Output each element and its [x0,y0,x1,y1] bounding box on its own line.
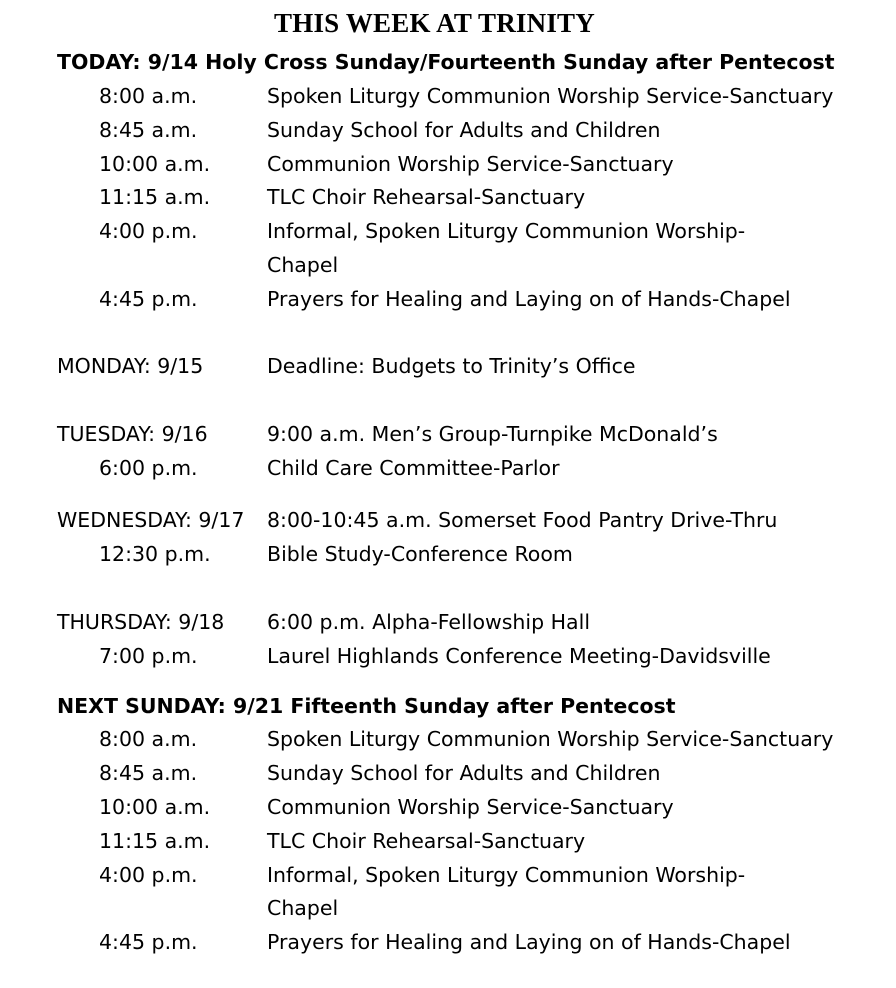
schedule-event: Sunday School for Adults and Children [267,761,661,785]
next-sunday-heading: NEXT SUNDAY: 9/21 Fifteenth Sunday after Pentecost [57,694,676,718]
schedule-event: TLC Choir Rehearsal-Sanctuary [267,829,586,853]
today-heading: TODAY: 9/14 Holy Cross Sunday/Fourteenth Sunday after Pentecost [57,50,835,74]
schedule-time: 8:45 a.m. [99,118,198,142]
schedule-event: Bible Study-Conference Room [267,542,573,566]
schedule-event: Prayers for Healing and Laying on of Hands-Chapel [267,287,791,311]
schedule-time: 7:00 p.m. [99,644,198,668]
schedule-event: Communion Worship Service-Sanctuary [267,152,674,176]
schedule-event-continued: Chapel [267,253,339,277]
schedule-time: 4:00 p.m. [99,863,198,887]
schedule-event: 8:00-10:45 a.m. Somerset Food Pantry Drive-Thru [267,508,778,532]
thursday-label: THURSDAY: 9/18 [57,610,225,634]
wednesday-label: WEDNESDAY: 9/17 [57,508,245,532]
schedule-event: Deadline: Budgets to Trinity’s Office [267,354,636,378]
tuesday-label: TUESDAY: 9/16 [57,422,208,446]
schedule-time: 6:00 p.m. [99,456,198,480]
schedule-time: 8:00 a.m. [99,727,198,751]
page-title: THIS WEEK AT TRINITY [274,8,595,38]
schedule-time: 4:00 p.m. [99,219,198,243]
schedule-event: 9:00 a.m. Men’s Group-Turnpike McDonald’s [267,422,718,446]
schedule-event: TLC Choir Rehearsal-Sanctuary [267,185,586,209]
schedule-event: 6:00 p.m. Alpha-Fellowship Hall [267,610,591,634]
schedule-time: 11:15 a.m. [99,829,211,853]
schedule-event: Informal, Spoken Liturgy Communion Worship- [267,219,746,243]
schedule-time: 8:45 a.m. [99,761,198,785]
schedule-time: 10:00 a.m. [99,152,211,176]
schedule-event: Child Care Committee-Parlor [267,456,560,480]
schedule-time: 12:30 p.m. [99,542,211,566]
schedule-event: Sunday School for Adults and Children [267,118,661,142]
schedule-time: 11:15 a.m. [99,185,211,209]
schedule-time: 10:00 a.m. [99,795,211,819]
schedule-event: Informal, Spoken Liturgy Communion Worship- [267,863,746,887]
schedule-event: Communion Worship Service-Sanctuary [267,795,674,819]
schedule-time: 4:45 p.m. [99,930,198,954]
schedule-event-continued: Chapel [267,896,339,920]
schedule-time: 4:45 p.m. [99,287,198,311]
schedule-event: Prayers for Healing and Laying on of Hands-Chapel [267,930,791,954]
monday-label: MONDAY: 9/15 [57,354,204,378]
schedule-event: Spoken Liturgy Communion Worship Service-Sanctuary [267,84,834,108]
schedule-event: Laurel Highlands Conference Meeting-Davidsville [267,644,771,668]
schedule-time: 8:00 a.m. [99,84,198,108]
schedule-event: Spoken Liturgy Communion Worship Service-Sanctuary [267,727,834,751]
